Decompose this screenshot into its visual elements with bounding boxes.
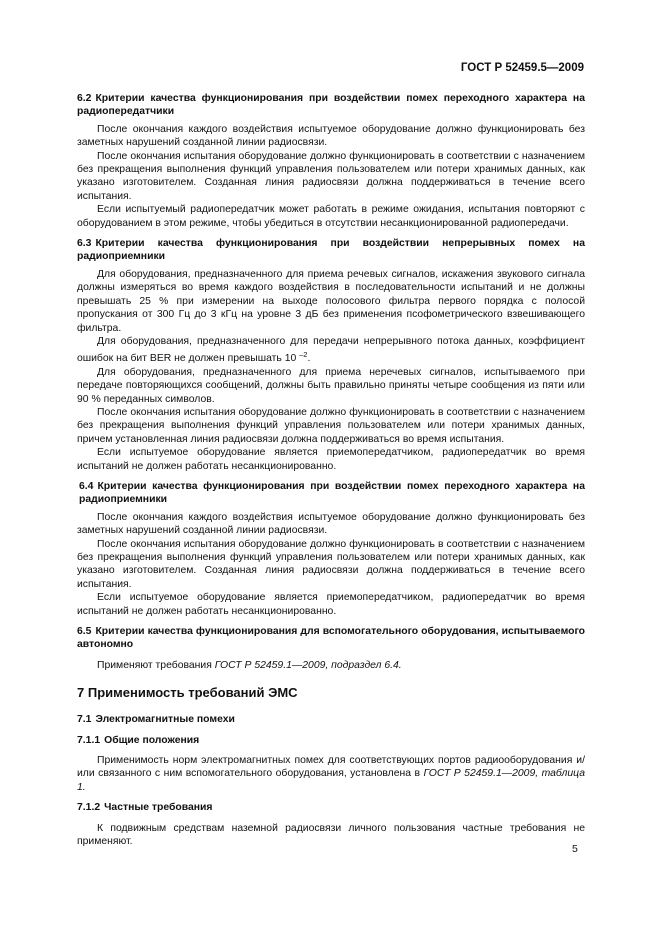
section-number: 7.1.1: [77, 734, 101, 746]
section-title: Частные требования: [104, 802, 213, 814]
paragraph-text: Применимость норм электромагнитных помех для соответствующих портов радиооборудования и/или связанного с ним вспомогательного оборудования, установлена в: [77, 755, 585, 780]
section-number: 7: [77, 685, 85, 701]
paragraph-text: Для оборудования, предназначенного для передачи непрерывного потока данных, коэффициент ошибок на бит BER не должен превышать 10: [77, 335, 585, 365]
section-7-heading: [77, 684, 585, 701]
paragraph: Для оборудования, предназначенного для приема речевых сигналов, искажения звукового сигнала должны измеряться во время каждого воздействия в последовательности испытаний и не должны превышать 25 % при измерении на выходе полосового фильтра первого порядка с полосой пропускания от 300 Гц до 3 кГц на уровне 3 дБ без применения псофометрического взвешивающего фильтра.: [77, 268, 585, 334]
section-number: 6.5: [77, 626, 92, 638]
section-7-1-2-heading: [77, 801, 585, 814]
section-title: Критерии качества функционирования при воздействии непрерывных помех на радиоприемники: [77, 238, 585, 263]
section-title: Электромагнитные помехи: [95, 714, 235, 726]
standard-designation: ГОСТ Р 52459.5—2009: [460, 62, 584, 74]
paragraph: После окончания каждого воздействия испытуемое оборудование должно функционировать без заметных нарушений созданной линии радиосвязи.: [77, 123, 585, 149]
section-number: 6.4: [79, 480, 94, 492]
section-title: Общие положения: [104, 734, 200, 746]
paragraph: К подвижным средствам наземной радиосвязи личного пользования частные требования не применяют.: [77, 822, 585, 848]
paragraph: Если испытуемое оборудование является приемопередатчиком, радиопередатчик во время испытаний не должен работать несанкционированно.: [77, 592, 585, 617]
paragraph: После окончания испытания оборудование должно функционировать в соответствии с назначением без прекращения выполнения функций управления пользователем или потери хранимых данных, как указано изготовителем. Созданная линия радиосвязи должна поддерживаться в течение всего испытания.: [77, 150, 585, 202]
standard-reference: ГОСТ Р 52459.1—2009, подраздел 6.4.: [214, 659, 402, 671]
paragraph: Если испытуемое оборудование является приемопередатчиком, радиопередатчик во время испытаний не должен работать несанкционированно.: [77, 447, 585, 472]
paragraph: [77, 659, 585, 672]
section-7-1-1-heading: [77, 734, 585, 747]
page-content: [77, 92, 585, 849]
section-6-4-heading: [77, 480, 585, 507]
section-6-5-heading: [77, 625, 585, 652]
exponent: –2: [299, 350, 308, 360]
paragraph-end: .: [307, 353, 311, 365]
page-number: 5: [572, 843, 578, 855]
section-number: 6.2: [77, 93, 92, 104]
section-number: 6.3: [77, 238, 92, 250]
paragraph: [77, 754, 585, 794]
section-title: Критерии качества функционирования для вспомогательного оборудования, испытываемого автономно: [77, 626, 585, 651]
section-7-1-heading: [77, 713, 585, 726]
standard-reference: ГОСТ Р 52459.1—2009, таблица 1.: [77, 768, 585, 793]
paragraph: После окончания испытания оборудование должно функционировать в соответствии с назначением без прекращения выполнения функций управления пользователем или потери хранимых данных, причем установленная линия радиосвязи должна поддерживаться во время испытания.: [77, 406, 585, 445]
section-title: Критерии качества функционирования при воздействии помех переходного характера на радиоприемники: [79, 480, 585, 506]
paragraph-text: Применяют требования: [97, 659, 215, 671]
section-title: Критерии качества функционирования при воздействии помех переходного характера на радиопередатчики: [77, 93, 585, 118]
section-number: 7.1: [77, 714, 92, 726]
section-6-3-heading: [77, 237, 585, 264]
paragraph: После окончания испытания оборудование должно функционировать в соответствии с назначением без прекращения выполнения функций управления пользователем или потери хранимых данных, как указано изготовителем. Созданная линия радиосвязи должна поддерживаться в течение всего испытания.: [77, 538, 585, 590]
section-title: Применимость требований ЭМС: [87, 685, 298, 701]
paragraph: Для оборудования, предназначенного для приема неречевых сигналов, испытываемого при передаче повторяющихся сообщений, должны быть правильно приняты четыре сообщения из пяти или 90 % переданных символов.: [77, 366, 585, 405]
paragraph: Если испытуемый радиопередатчик может работать в режиме ожидания, испытания повторяют с оборудованием в этом режиме, чтобы убедиться в отсутствии несанкционированной радиопередачи.: [77, 204, 585, 229]
paragraph: После окончания каждого воздействия испытуемое оборудование должно функционировать без заметных нарушений созданной линии радиосвязи.: [77, 511, 585, 537]
section-6-2-heading: [77, 92, 585, 119]
section-number: 7.1.2: [77, 802, 101, 814]
paragraph: [77, 335, 585, 366]
